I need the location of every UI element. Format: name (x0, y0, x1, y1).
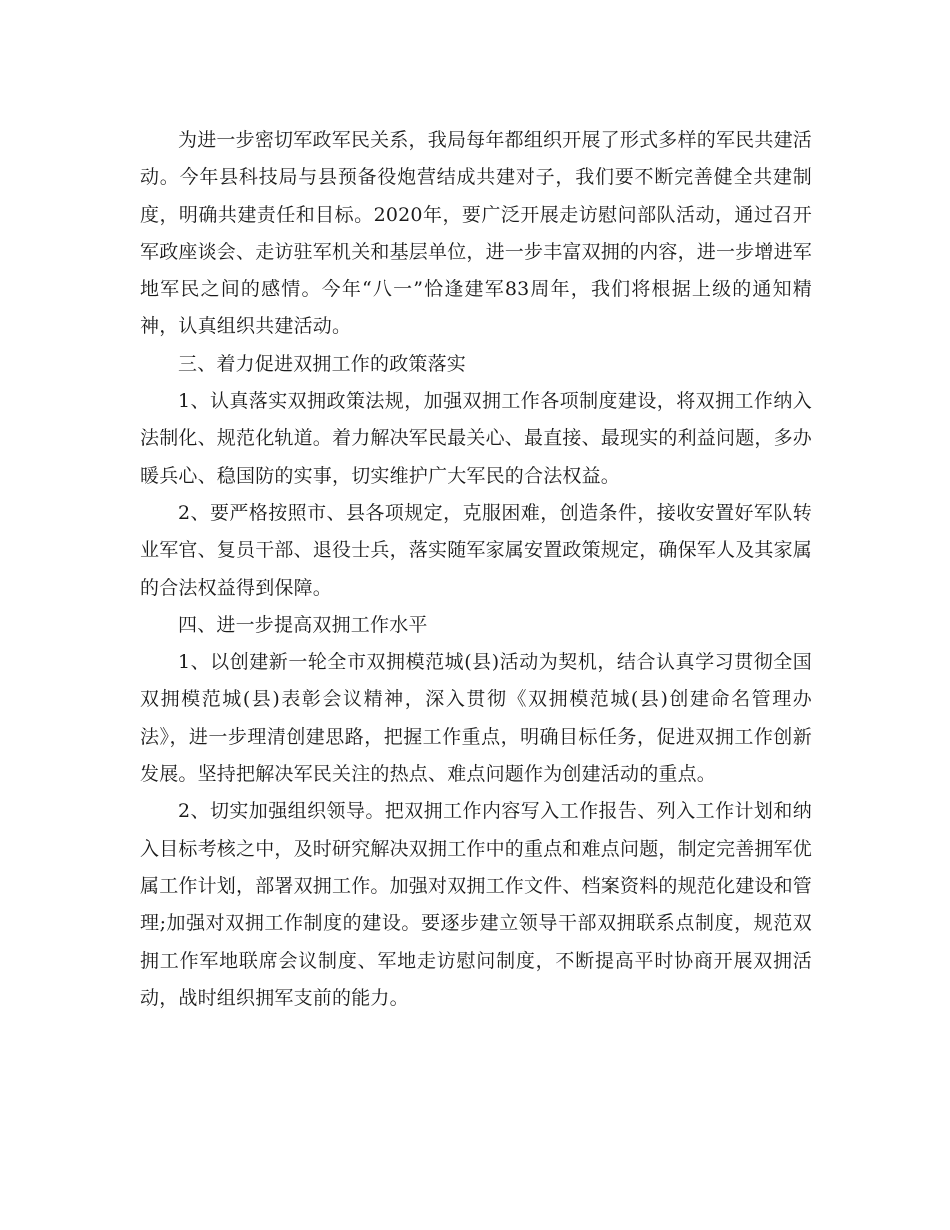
paragraph-military-civilian-activities: 为进一步密切军政军民关系，我局每年都组织开展了形式多样的军民共建活动。今年县科技局与县预备役炮营结成共建对子，我们要不断完善健全共建制度，明确共建责任和目标。2020年，要广泛开展走访慰问部队活动，通过召开军政座谈会、走访驻军机关和基层单位，进一步丰富双拥的内容，进一步增进军地军民之间的感情。今年“八一”恰逢建军83周年，我们将根据上级的通知精神，认真组织共建活动。 (140, 129, 813, 338)
paragraph-policy-item-2: 2、要严格按照市、县各项规定，克服困难，创造条件，接收安置好军队转业军官、复员干部、退役士兵，落实随军家属安置政策规定，确保军人及其家属的合法权益得到保障。 (140, 501, 813, 599)
paragraph-level-item-1: 1、以创建新一轮全市双拥模范城(县)活动为契机，结合认真学习贯彻全国双拥模范城(县)表彰会议精神，深入贯彻《双拥模范城(县)创建命名管理办法》，进一步理清创建思路，把握工作重点，明确目标任务，促进双拥工作创新发展。坚持把解决军民关注的热点、难点问题作为创建活动的重点。 (140, 651, 812, 786)
paragraph-level-item-2: 2、切实加强组织领导。把双拥工作内容写入工作报告、列入工作计划和纳入目标考核之中，及时研究解决双拥工作中的重点和难点问题，制定完善拥军优属工作计划，部署双拥工作。加强对双拥工作文件、档案资料的规范化建设和管理;加强对双拥工作制度的建设。要逐步建立领导干部双拥联系点制度，规范双拥工作军地联席会议制度、军地走访慰问制度，不断提高平时协商开展双拥活动，战时组织拥军支前的能力。 (140, 800, 813, 1009)
document-body (140, 122, 812, 1017)
section-heading-level: 四、进一步提高双拥工作水平 (178, 613, 428, 636)
section-heading-policy: 三、着力促进双拥工作的政策落实 (178, 352, 467, 375)
paragraph-policy-item-1: 1、认真落实双拥政策法规，加强双拥工作各项制度建设，将双拥工作纳入法制化、规范化轨道。着力解决军民最关心、最直接、最现实的利益问题，多办暖兵心、稳国防的实事，切实维护广大军民的合法权益。 (140, 390, 813, 487)
